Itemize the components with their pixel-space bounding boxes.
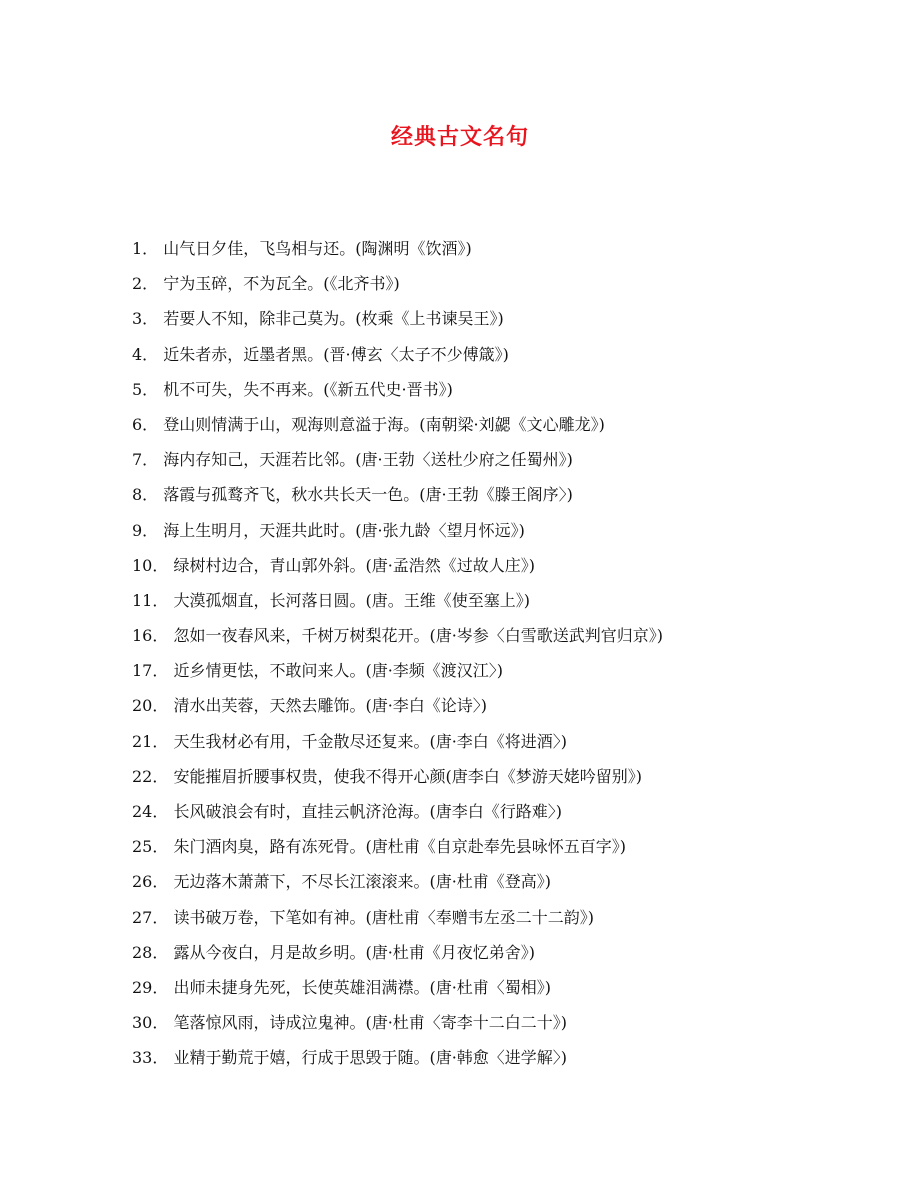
list-item — [132, 905, 892, 940]
item-text: 朱门酒肉臭，路有冻死骨。(唐杜甫《自京赴奉先县咏怀五百字》) — [173, 837, 626, 857]
list-item — [132, 658, 892, 693]
list-item — [132, 447, 892, 482]
item-number: 16． — [132, 626, 169, 646]
item-number: 8． — [132, 485, 159, 505]
list-item — [132, 1010, 892, 1045]
item-text: 忽如一夜春风来，千树万树梨花开。(唐·岑参〈白雪歌送武判官归京》) — [173, 626, 664, 646]
item-text: 山气日夕佳，飞鸟相与还。(陶渊明《饮酒》) — [163, 239, 472, 258]
item-number: 3． — [132, 309, 159, 329]
item-text: 登山则情满于山，观海则意溢于海。(南朝梁·刘勰《文心雕龙》) — [163, 414, 605, 434]
item-text: 读书破万卷，下笔如有神。(唐杜甫〈奉赠韦左丞二十二韵》) — [173, 907, 594, 927]
item-number: 21． — [132, 731, 169, 751]
item-text: 机不可失，失不再来。(《新五代史·晋书》) — [163, 379, 453, 399]
item-number: 26． — [132, 872, 169, 892]
item-number: 11． — [132, 590, 169, 610]
item-number: 33． — [132, 1048, 169, 1068]
item-text: 清水出芙蓉，天然去雕饰。(唐·李白《论诗〉) — [173, 696, 488, 716]
item-text: 出师未捷身先死，长使英雄泪满襟。(唐·杜甫〈蜀相》) — [173, 977, 552, 997]
item-text: 宁为玉碎，不为瓦全。(《北齐书》) — [163, 274, 400, 294]
item-text: 近乡情更怯，不敢问来人。(唐·李频《渡汉江〉) — [173, 661, 504, 681]
item-text: 绿树村边合，青山郭外斜。(唐·孟浩然《过故人庄》) — [173, 555, 536, 575]
item-text: 落霞与孤鹜齐飞，秋水共长天一色。(唐·王勃《滕王阁序〉) — [163, 485, 573, 505]
item-number: 28． — [132, 942, 169, 962]
item-number: 30． — [132, 1013, 169, 1033]
item-number: 17． — [132, 661, 169, 681]
item-text: 长风破浪会有时，直挂云帆济沧海。(唐李白《行路难〉) — [173, 802, 562, 821]
list-item — [132, 764, 892, 799]
item-number: 7． — [132, 450, 159, 470]
list-item — [132, 271, 892, 306]
list-item — [132, 940, 892, 975]
item-number: 27． — [132, 907, 169, 927]
item-text: 安能摧眉折腰事权贵，使我不得开心颜(唐李白《梦游天姥吟留别》) — [173, 766, 642, 786]
list-item — [132, 693, 892, 728]
item-number: 4． — [132, 344, 159, 364]
item-number: 5． — [132, 379, 159, 399]
list-item — [132, 975, 892, 1010]
item-text: 天生我材必有用，千金散尽还复来。(唐·李白《将进酒〉) — [173, 731, 568, 751]
item-number: 29． — [132, 977, 169, 997]
list-item — [132, 412, 892, 447]
item-number: 25． — [132, 837, 169, 857]
list-item — [132, 1045, 892, 1080]
list-item — [132, 869, 892, 904]
list-item — [132, 588, 892, 623]
list-item — [132, 342, 892, 377]
list-item — [132, 482, 892, 517]
list-item — [132, 729, 892, 764]
item-text: 近朱者赤，近墨者黑。(晋·傅玄〈太子不少傅箴》) — [163, 344, 509, 364]
list-item — [132, 834, 892, 869]
item-text: 海上生明月，天涯共此时。(唐·张九龄〈望月怀远》) — [163, 520, 525, 540]
item-text: 大漠孤烟直，长河落日圆。(唐。王维《使至塞上》) — [173, 590, 530, 610]
item-number: 24． — [132, 802, 169, 821]
list-item — [132, 236, 892, 271]
item-number: 20． — [132, 696, 169, 716]
page-title: 经典古文名句 — [390, 124, 529, 150]
item-number: 9． — [132, 520, 159, 540]
list-item — [132, 553, 892, 588]
item-number: 10． — [132, 555, 169, 575]
list-item — [132, 377, 892, 412]
list-item — [132, 306, 892, 341]
item-text: 海内存知己，天涯若比邻。(唐·王勃〈送杜少府之任蜀州》) — [163, 450, 573, 470]
item-text: 笔落惊风雨，诗成泣鬼神。(唐·杜甫〈寄李十二白二十》) — [173, 1013, 568, 1033]
item-text: 业精于勤荒于嬉，行成于思毁于随。(唐·韩愈〈进学解〉) — [173, 1048, 568, 1068]
item-text: 若要人不知，除非己莫为。(枚乘《上书谏吴王》) — [163, 309, 504, 329]
list-item — [132, 518, 892, 553]
item-text: 露从今夜白，月是故乡明。(唐·杜甫《月夜忆弟舍》) — [173, 942, 536, 962]
item-text: 无边落木萧萧下，不尽长江滚滚来。(唐·杜甫《登高》) — [173, 872, 552, 892]
item-number: 1． — [132, 239, 159, 258]
quote-list — [132, 236, 892, 1081]
item-number: 2． — [132, 274, 159, 294]
item-number: 6． — [132, 414, 159, 434]
list-item — [132, 623, 892, 658]
item-number: 22． — [132, 766, 169, 786]
list-item — [132, 799, 892, 834]
